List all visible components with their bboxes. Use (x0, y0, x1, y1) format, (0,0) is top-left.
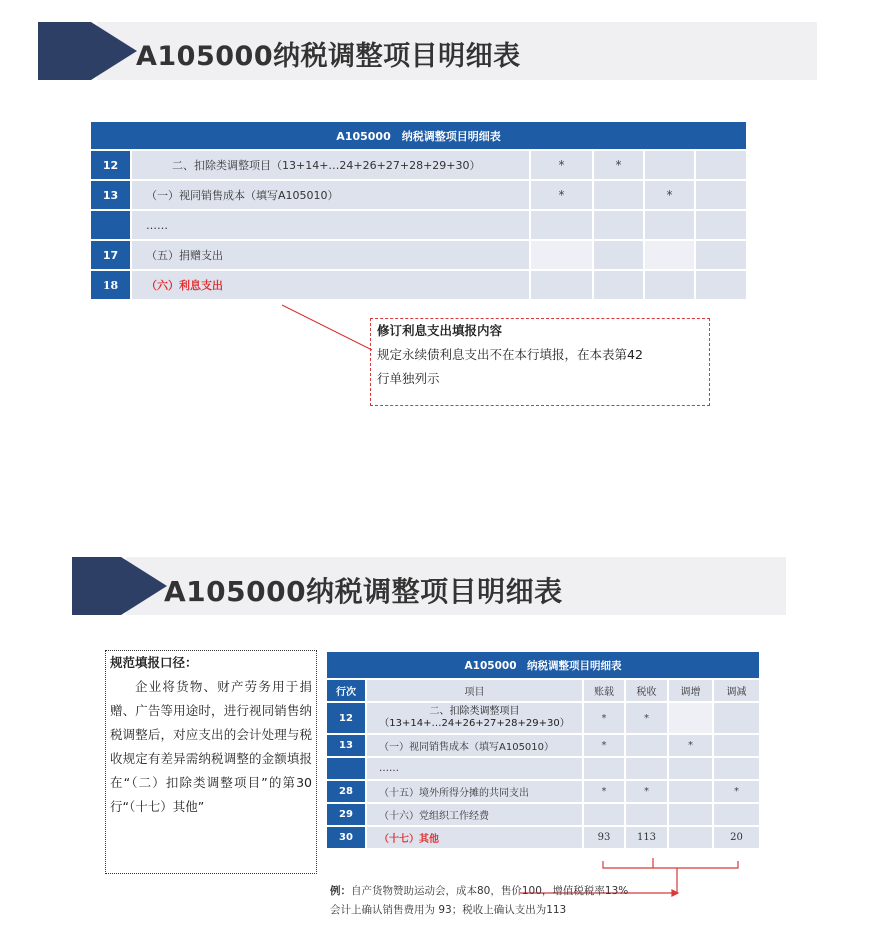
example-line2: 会计上确认销售费用为 93；税收上确认支出为113 (330, 904, 567, 916)
table-row: 13 （一）视同销售成本（填写A105010） * * (90, 180, 747, 210)
table-row: 29 （十六）党组织工作经费 (326, 803, 760, 826)
table-row: 18 （六）利息支出 (90, 270, 747, 300)
callout-line1: 规定永续债利息支出不在本行填报，在本表第42 (377, 347, 643, 362)
table-header: A105000 纳税调整项目明细表 (326, 651, 760, 679)
table-row: …… (90, 210, 747, 240)
note-body: 企业将货物、财产劳务用于捐赠、广告等用途时，进行视同销售纳税调整后，对应支出的会计处理与税收规定有差异需纳税调整的金额填报在“（二）扣除类调整项目”的第30行“（十七）其他” (110, 679, 312, 814)
table-row: 28 （十五）境外所得分摊的共同支出 * * * (326, 780, 760, 803)
table-row: 12 二、扣除类调整项目（13+14+…24+26+27+28+29+30） * * (90, 150, 747, 180)
table-header: A105000 纳税调整项目明细表 (90, 121, 747, 150)
table-row: 12 二、扣除类调整项目 （13+14+…24+26+27+28+29+30） * * (326, 702, 760, 734)
table-row: …… (326, 757, 760, 780)
callout-line2: 行单独列示 (377, 371, 440, 386)
table-row: 13 （一）视同销售成本（填写A105010） * * (326, 734, 760, 757)
callout-title: 修订利息支出填报内容 (377, 323, 503, 338)
table-row: 17 （五）捐赠支出 (90, 240, 747, 270)
table-row: 30 （十七）其他 93 113 20 (326, 826, 760, 849)
column-header-row: 行次 项目 账载 税收 调增 调减 (326, 679, 760, 702)
section2-title: A105000纳税调整项目明细表 (164, 575, 563, 608)
note-heading: 规范填报口径： (110, 655, 198, 670)
section1-title: A105000纳税调整项目明细表 (136, 41, 521, 72)
example-line1: 例：自产货物赞助运动会，成本80，售价100，增值税税率13% (330, 885, 629, 897)
